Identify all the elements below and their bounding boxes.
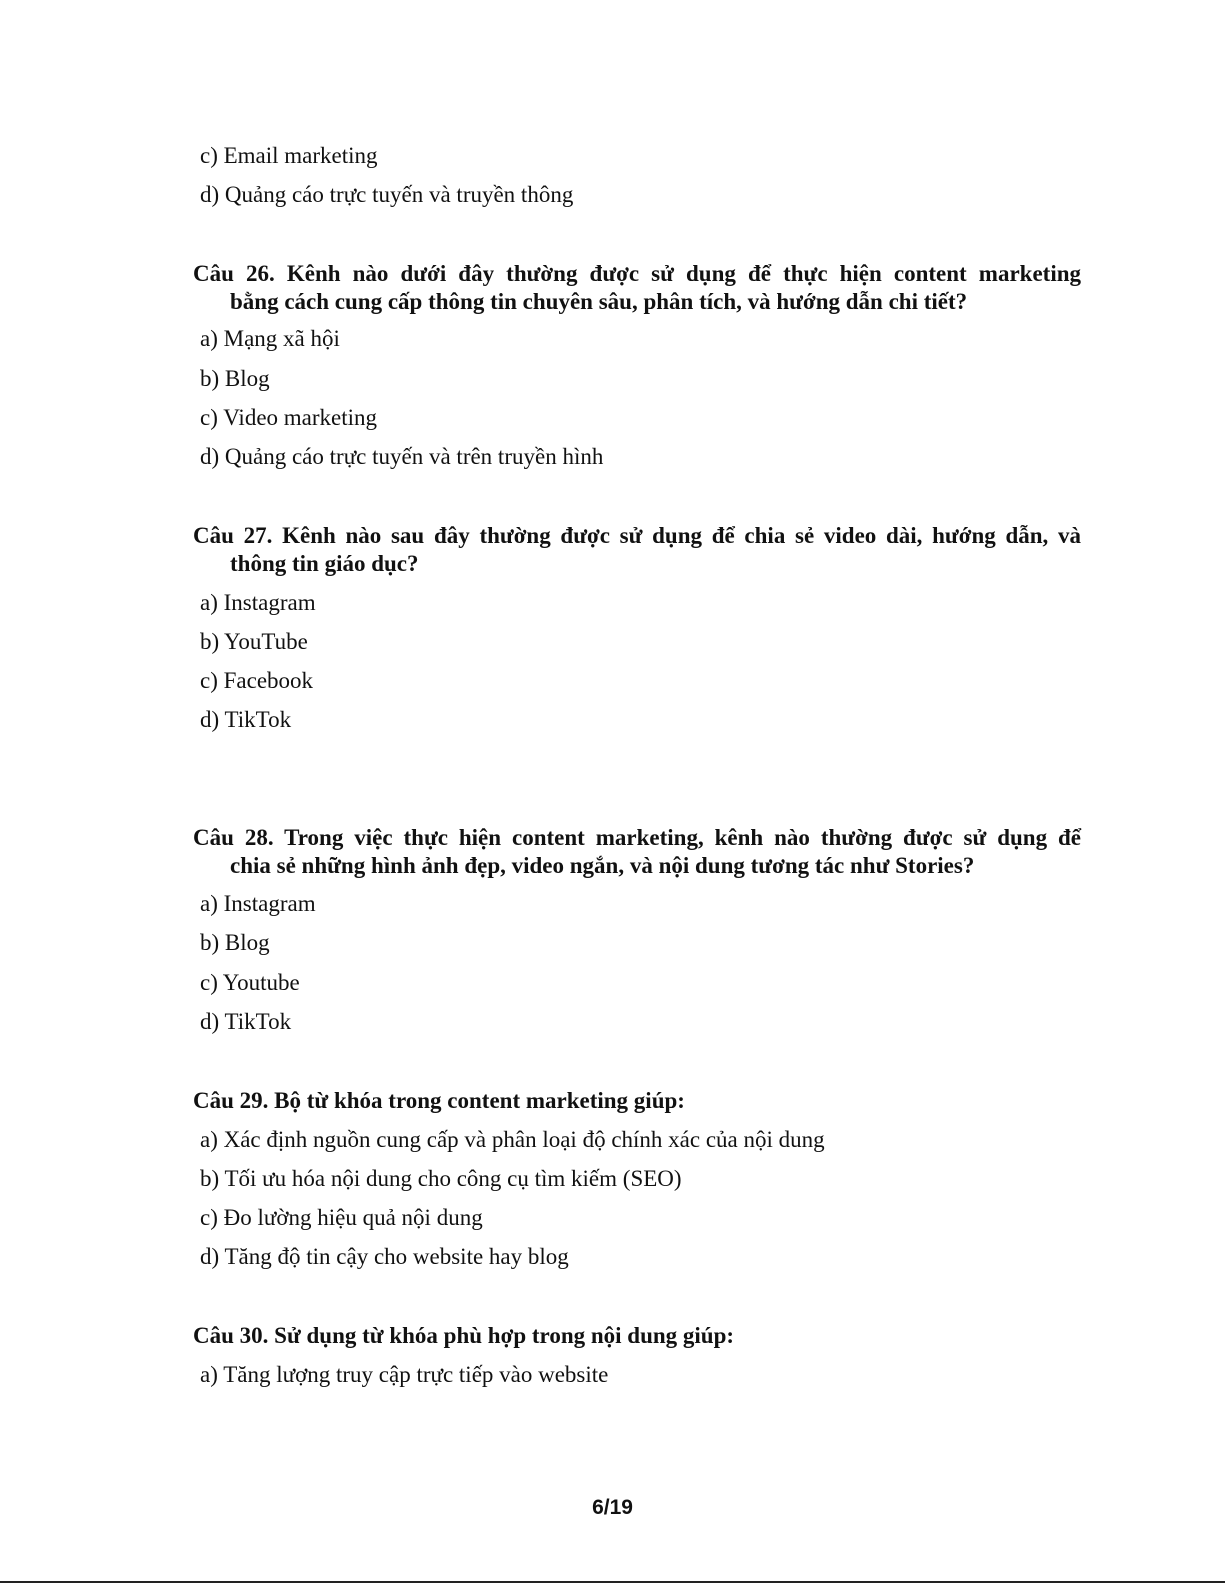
option-item: c) Facebook xyxy=(200,668,314,693)
question-28 xyxy=(193,824,1081,880)
option-item: d) Tăng độ tin cậy cho website hay blog xyxy=(200,1244,569,1269)
option-item: a) Xác định nguồn cung cấp và phân loại độ chính xác của nội dung xyxy=(200,1127,825,1152)
question-text: Trong việc thực hiện content marketing, kênh nào thường được sử dụng để xyxy=(284,825,1082,850)
option-item: a) Instagram xyxy=(200,590,316,615)
option-item: d) Quảng cáo trực tuyến và trên truyền hình xyxy=(200,444,604,469)
page-number: 6/19 xyxy=(592,1496,633,1519)
question-text: Sử dụng từ khóa phù hợp trong nội dung giúp: xyxy=(274,1323,735,1348)
question-text-cont: thông tin giáo dục? xyxy=(230,551,419,576)
question-text: Kênh nào sau đây thường được sử dụng để chia sẻ video dài, hướng dẫn, và xyxy=(282,523,1082,548)
option-item: c) Video marketing xyxy=(200,405,378,430)
question-text-cont: chia sẻ những hình ảnh đẹp, video ngắn, và nội dung tương tác như Stories? xyxy=(230,853,975,878)
question-text: Bộ từ khóa trong content marketing giúp: xyxy=(274,1088,685,1113)
option-item: d) Quảng cáo trực tuyến và truyền thông xyxy=(200,182,574,207)
option-item: a) Tăng lượng truy cập trực tiếp vào website xyxy=(200,1362,609,1387)
option-item: a) Mạng xã hội xyxy=(200,326,340,351)
option-item: c) Youtube xyxy=(200,970,300,995)
question-text-cont: bằng cách cung cấp thông tin chuyên sâu, phân tích, và hướng dẫn chi tiết? xyxy=(230,289,968,314)
option-item: b) Blog xyxy=(200,366,270,391)
option-item: a) Instagram xyxy=(200,891,316,916)
option-item: b) Tối ưu hóa nội dung cho công cụ tìm kiếm (SEO) xyxy=(200,1166,682,1191)
question-number: Câu 30. xyxy=(193,1323,269,1348)
question-30 xyxy=(193,1322,1081,1350)
question-29 xyxy=(193,1087,1081,1115)
question-26 xyxy=(193,260,1081,316)
option-item: c) Đo lường hiệu quả nội dung xyxy=(200,1205,483,1230)
option-item: c) Email marketing xyxy=(200,143,378,168)
question-text: Kênh nào dưới đây thường được sử dụng để thực hiện content marketing xyxy=(286,261,1082,286)
question-number: Câu 28. xyxy=(193,825,274,850)
question-number: Câu 29. xyxy=(193,1088,269,1113)
question-number: Câu 26. xyxy=(193,261,275,286)
option-item: b) YouTube xyxy=(200,629,308,654)
option-item: b) Blog xyxy=(200,930,270,955)
option-item: d) TikTok xyxy=(200,1009,292,1034)
bottom-rule xyxy=(0,1581,1225,1583)
question-27 xyxy=(193,522,1081,578)
question-number: Câu 27. xyxy=(193,523,273,548)
option-item: d) TikTok xyxy=(200,707,292,732)
